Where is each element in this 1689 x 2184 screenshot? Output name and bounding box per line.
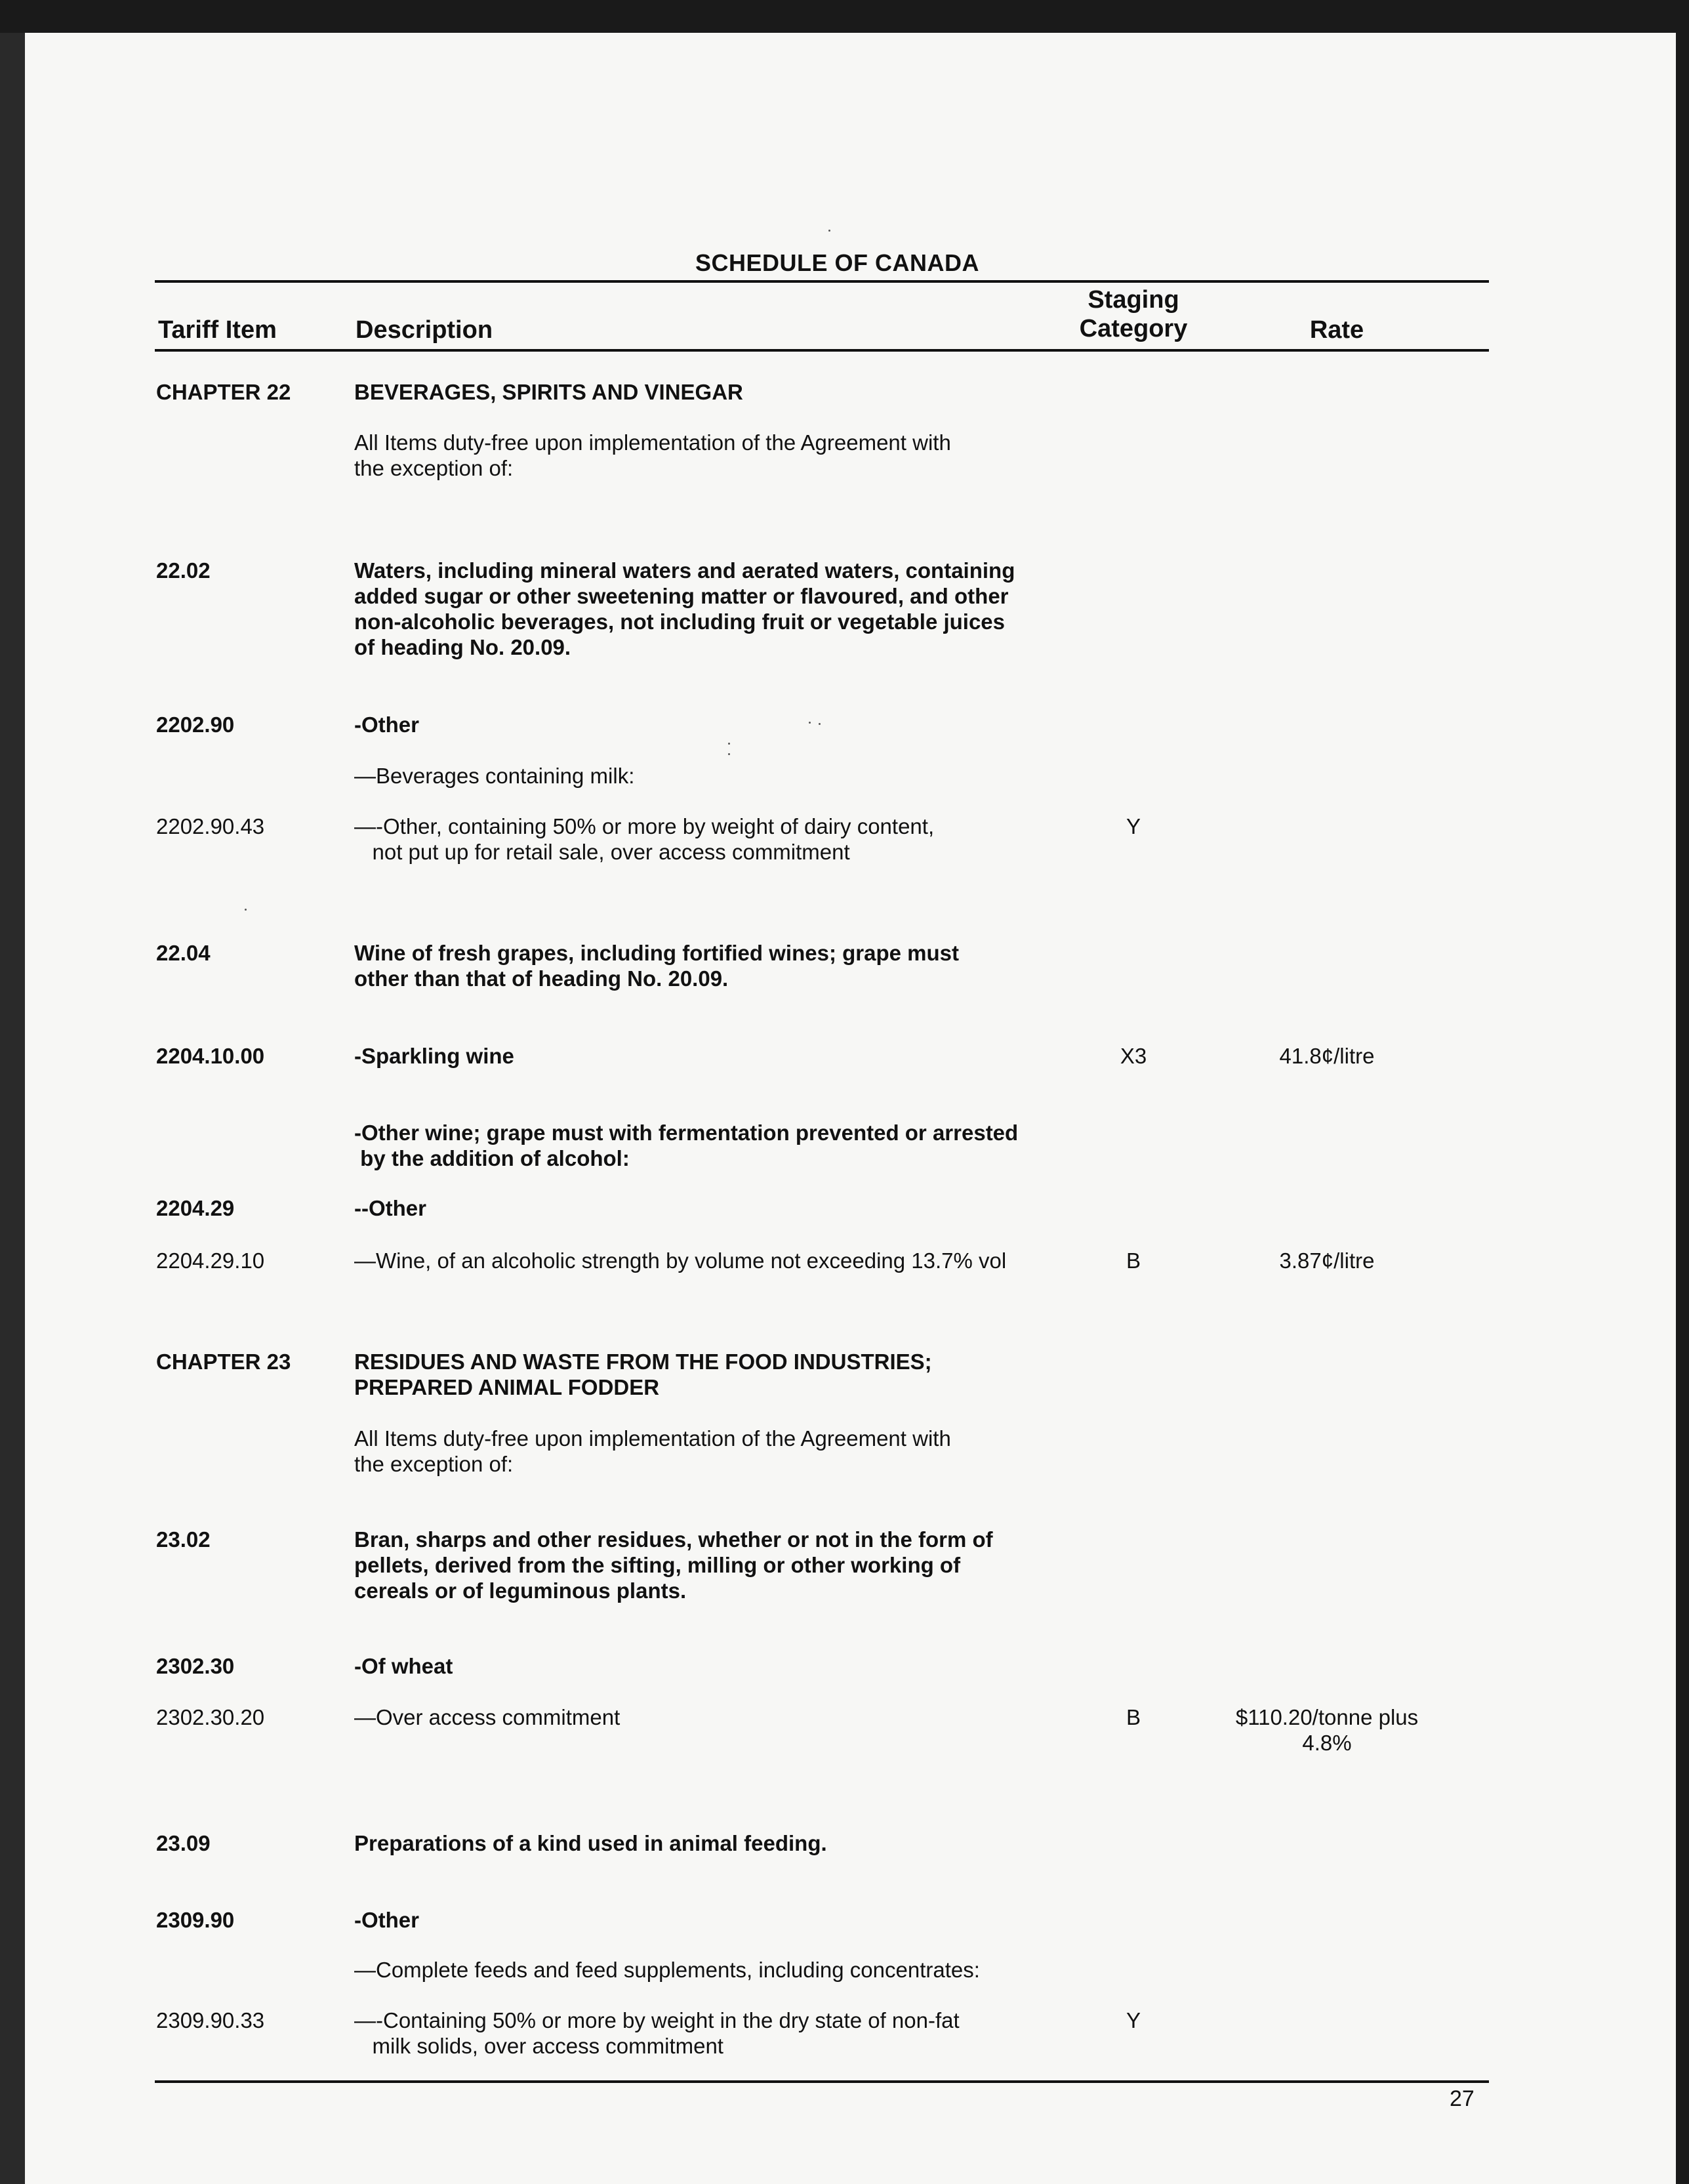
rate-cell: 3.87¢/litre — [1279, 1248, 1375, 1273]
page-title: SCHEDULE OF CANADA — [695, 249, 980, 276]
tariff-item-cell: 22.04 — [156, 941, 211, 965]
footer-rule — [155, 2080, 1489, 2083]
tariff-item-cell: 2309.90 — [156, 1908, 235, 1932]
description-cell: -Sparkling wine — [354, 1044, 514, 1068]
description-cell: BEVERAGES, SPIRITS AND VINEGAR — [354, 380, 743, 404]
column-header-description: Description — [356, 316, 493, 344]
tariff-item-cell: 23.02 — [156, 1527, 211, 1552]
scan-speck — [828, 230, 830, 232]
column-header-staging-category: Staging Category — [1079, 286, 1188, 342]
tariff-item-cell: 2204.29.10 — [156, 1248, 265, 1273]
staging-category-cell: Y — [1126, 814, 1141, 838]
description-cell: —Wine, of an alcoholic strength by volume not exceeding 13.7% vol — [354, 1248, 1007, 1273]
rate-cell: $110.20/tonne plus 4.8% — [1235, 1705, 1419, 1755]
description-cell: -Other wine; grape must with fermentation prevented or arrested by the addition of alcohol: — [354, 1121, 1019, 1170]
tariff-item-cell: 2309.90.33 — [156, 2008, 265, 2032]
tariff-item-cell: 23.09 — [156, 1831, 211, 1855]
description-cell: -Of wheat — [354, 1654, 453, 1678]
tariff-item-cell: 2204.29 — [156, 1196, 235, 1220]
description-cell: All Items duty-free upon implementation of the Agreement with the exception of: — [354, 1426, 951, 1476]
tariff-item-cell: 22.02 — [156, 558, 211, 583]
description-cell: —-Containing 50% or more by weight in the dry state of non-fat milk solids, over access commitment — [354, 2008, 960, 2058]
tariff-item-cell: CHAPTER 22 — [156, 380, 291, 404]
page-number: 27 — [1450, 2086, 1475, 2111]
description-cell: —Beverages containing milk: — [354, 764, 635, 788]
tariff-item-cell: 2202.90.43 — [156, 814, 265, 838]
description-cell: -Other — [354, 712, 419, 737]
tariff-item-cell: 2204.10.00 — [156, 1044, 265, 1068]
tariff-item-cell: 2302.30 — [156, 1654, 235, 1678]
scan-speck — [728, 753, 730, 755]
description-cell: Preparations of a kind used in animal feeding. — [354, 1831, 827, 1855]
description-cell: Waters, including mineral waters and aerated waters, containing added sugar or other sweetening matter or flavoured, and other non-alcoholic beverages, not including fruit or vegetable juices of heading No. 20.09. — [354, 558, 1015, 659]
tariff-item-cell: 2202.90 — [156, 712, 235, 737]
scan-speck — [245, 909, 247, 911]
header-rule-top — [155, 280, 1489, 283]
rate-cell: 41.8¢/litre — [1279, 1044, 1375, 1068]
description-cell: All Items duty-free upon implementation of the Agreement with the exception of: — [354, 430, 951, 480]
description-cell: —-Other, containing 50% or more by weight of dairy content, not put up for retail sale, over access commitment — [354, 814, 935, 864]
column-header-tariff-item: Tariff Item — [158, 316, 277, 344]
staging-category-cell: B — [1126, 1248, 1141, 1273]
tariff-item-cell: 2302.30.20 — [156, 1705, 265, 1729]
scan-speck — [728, 743, 730, 745]
scan-speck — [809, 722, 811, 724]
description-cell: -Other — [354, 1908, 419, 1932]
description-cell: —Over access commitment — [354, 1705, 621, 1729]
staging-category-cell: B — [1126, 1705, 1141, 1729]
header-rule-bottom — [155, 349, 1489, 352]
column-header-rate: Rate — [1309, 316, 1364, 344]
document-page — [0, 33, 1676, 2184]
tariff-item-cell: CHAPTER 23 — [156, 1350, 291, 1374]
staging-category-cell: X3 — [1120, 1044, 1147, 1068]
description-cell: —Complete feeds and feed supplements, including concentrates: — [354, 1958, 980, 1982]
description-cell: Wine of fresh grapes, including fortified wines; grape must other than that of heading No. 20.09. — [354, 941, 959, 991]
staging-category-cell: Y — [1126, 2008, 1141, 2032]
scan-speck — [819, 723, 821, 725]
description-cell: --Other — [354, 1196, 426, 1220]
description-cell: RESIDUES AND WASTE FROM THE FOOD INDUSTRIES; PREPARED ANIMAL FODDER — [354, 1350, 932, 1399]
description-cell: Bran, sharps and other residues, whether or not in the form of pellets, derived from the sifting, milling or other working of cereals or of leguminous plants. — [354, 1527, 993, 1603]
